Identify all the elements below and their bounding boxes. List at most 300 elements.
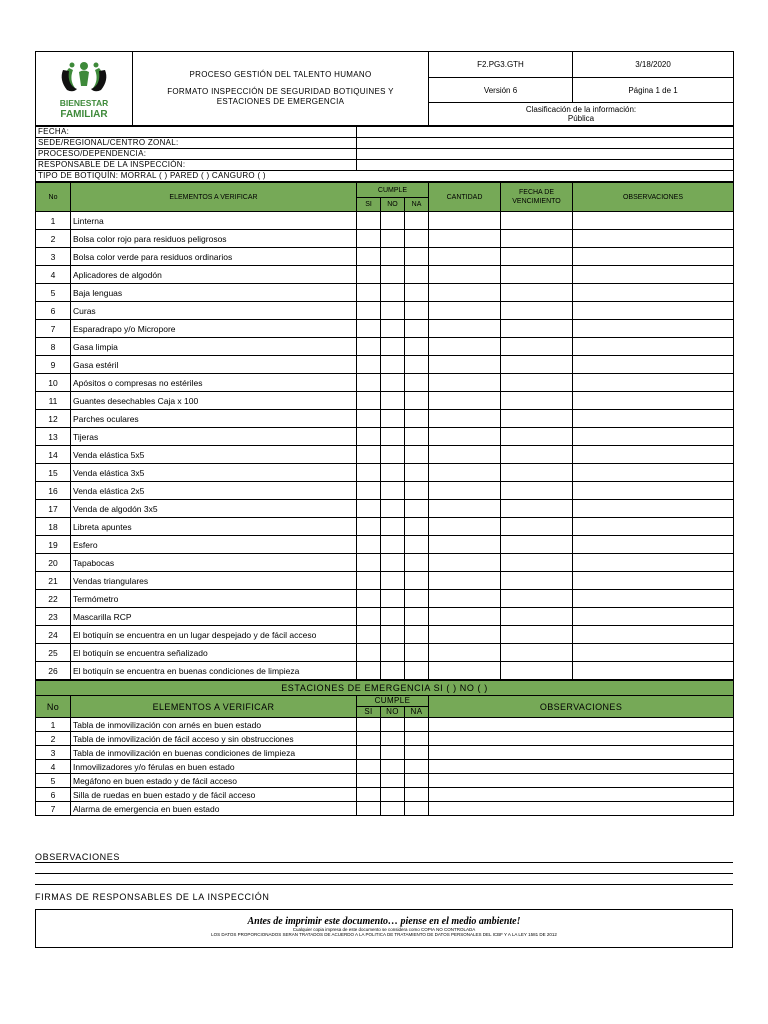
row-number: 1 xyxy=(36,718,71,732)
cantidad-cell[interactable] xyxy=(429,590,501,608)
cantidad-cell[interactable] xyxy=(429,662,501,680)
row-element: Tabla de inmovilización con arnés en buen estado xyxy=(71,718,357,732)
na-cell[interactable] xyxy=(405,266,429,284)
row-number: 9 xyxy=(36,356,71,374)
row-number: 22 xyxy=(36,590,71,608)
row-element: Esparadrapo y/o Micropore xyxy=(71,320,357,338)
cantidad-cell[interactable] xyxy=(429,230,501,248)
na-cell[interactable] xyxy=(405,320,429,338)
na-cell[interactable] xyxy=(405,392,429,410)
fecha-cell[interactable] xyxy=(501,500,573,518)
row-element: Termómetro xyxy=(71,590,357,608)
cantidad-cell[interactable] xyxy=(429,626,501,644)
form-date: 3/18/2020 xyxy=(573,52,734,78)
na-cell[interactable] xyxy=(405,554,429,572)
si-cell[interactable] xyxy=(357,374,381,392)
si-cell[interactable] xyxy=(357,392,381,410)
col-observaciones: OBSERVACIONES xyxy=(573,183,734,212)
info-fields xyxy=(35,126,734,182)
classification xyxy=(429,103,734,126)
col-fecha-line2: VENCIMIENTO xyxy=(512,198,561,205)
observaciones-cell[interactable] xyxy=(573,212,734,230)
cantidad-cell[interactable] xyxy=(429,356,501,374)
observaciones-cell[interactable] xyxy=(573,446,734,464)
observaciones-cell[interactable] xyxy=(429,760,734,774)
observaciones-cell[interactable] xyxy=(573,464,734,482)
table-row xyxy=(36,338,734,356)
cantidad-cell[interactable] xyxy=(429,302,501,320)
observaciones-cell[interactable] xyxy=(573,626,734,644)
row-number: 5 xyxy=(36,284,71,302)
no-cell[interactable] xyxy=(381,554,405,572)
na-cell[interactable] xyxy=(405,518,429,536)
col-fecha-vencimiento xyxy=(501,183,573,212)
table-row xyxy=(36,518,734,536)
na-cell[interactable] xyxy=(405,374,429,392)
no-cell[interactable] xyxy=(381,446,405,464)
no-cell[interactable] xyxy=(381,374,405,392)
row-element: El botiquín se encuentra en un lugar despejado y de fácil acceso xyxy=(71,626,357,644)
na-cell[interactable] xyxy=(405,284,429,302)
observaciones-cell[interactable] xyxy=(573,392,734,410)
fecha-cell[interactable] xyxy=(501,266,573,284)
na-cell[interactable] xyxy=(405,572,429,590)
no-cell[interactable] xyxy=(381,662,405,680)
si-cell[interactable] xyxy=(357,608,381,626)
no-cell[interactable] xyxy=(381,760,405,774)
cantidad-cell[interactable] xyxy=(429,266,501,284)
t2-col-observaciones: OBSERVACIONES xyxy=(429,696,734,718)
observaciones-cell[interactable] xyxy=(573,248,734,266)
row-element: Tabla de inmovilización de fácil acceso y sin obstrucciones xyxy=(71,732,357,746)
row-element: El botiquín se encuentra señalizado xyxy=(71,644,357,662)
sede-field[interactable] xyxy=(357,138,734,149)
logo xyxy=(36,52,133,126)
table-row xyxy=(36,536,734,554)
si-cell[interactable] xyxy=(357,266,381,284)
table-row xyxy=(36,428,734,446)
col-fecha-line1: FECHA DE xyxy=(519,189,555,196)
row-number: 1 xyxy=(36,212,71,230)
si-cell[interactable] xyxy=(357,554,381,572)
no-cell[interactable] xyxy=(381,536,405,554)
table-row xyxy=(36,356,734,374)
botiquin-table xyxy=(35,182,734,680)
fecha-cell[interactable] xyxy=(501,536,573,554)
observaciones-cell[interactable] xyxy=(429,788,734,802)
table-row xyxy=(36,482,734,500)
na-cell[interactable] xyxy=(405,760,429,774)
estaciones-band: ESTACIONES DE EMERGENCIA SI ( ) NO ( ) xyxy=(36,681,734,696)
fecha-cell[interactable] xyxy=(501,662,573,680)
responsable-field[interactable] xyxy=(357,160,734,171)
table-row xyxy=(36,284,734,302)
observaciones-cell[interactable] xyxy=(573,266,734,284)
fecha-cell[interactable] xyxy=(501,608,573,626)
table-row xyxy=(36,644,734,662)
no-cell[interactable] xyxy=(381,356,405,374)
row-number: 3 xyxy=(36,248,71,266)
si-cell[interactable] xyxy=(357,718,381,732)
table-row xyxy=(36,446,734,464)
observaciones-cell[interactable] xyxy=(573,482,734,500)
na-cell[interactable] xyxy=(405,718,429,732)
observaciones-cell[interactable] xyxy=(573,410,734,428)
no-cell[interactable] xyxy=(381,248,405,266)
cantidad-cell[interactable] xyxy=(429,572,501,590)
na-cell[interactable] xyxy=(405,446,429,464)
row-element: Esfero xyxy=(71,536,357,554)
row-element: Parches oculares xyxy=(71,410,357,428)
table-row xyxy=(36,608,734,626)
na-cell[interactable] xyxy=(405,464,429,482)
t2-col-cumple: CUMPLE xyxy=(357,696,429,707)
table-row xyxy=(36,662,734,680)
obs-line-1[interactable] xyxy=(35,862,733,863)
table-row xyxy=(36,554,734,572)
table-row xyxy=(36,374,734,392)
no-cell[interactable] xyxy=(381,774,405,788)
fecha-cell[interactable] xyxy=(501,554,573,572)
fecha-cell[interactable] xyxy=(501,572,573,590)
na-cell[interactable] xyxy=(405,608,429,626)
row-number: 19 xyxy=(36,536,71,554)
table-row xyxy=(36,718,734,732)
na-cell[interactable] xyxy=(405,500,429,518)
row-number: 11 xyxy=(36,392,71,410)
table-row xyxy=(36,248,734,266)
row-element: Venda de algodón 3x5 xyxy=(71,500,357,518)
no-cell[interactable] xyxy=(381,788,405,802)
na-cell[interactable] xyxy=(405,536,429,554)
fecha-cell[interactable] xyxy=(501,626,573,644)
proceso-field[interactable] xyxy=(357,149,734,160)
row-element: Aplicadores de algodón xyxy=(71,266,357,284)
si-cell[interactable] xyxy=(357,536,381,554)
no-cell[interactable] xyxy=(381,746,405,760)
table-row xyxy=(36,500,734,518)
na-cell[interactable] xyxy=(405,248,429,266)
table-row xyxy=(36,590,734,608)
cantidad-cell[interactable] xyxy=(429,212,501,230)
no-cell[interactable] xyxy=(381,392,405,410)
fecha-label: FECHA: xyxy=(36,127,357,138)
estaciones-table xyxy=(35,680,734,816)
na-cell[interactable] xyxy=(405,338,429,356)
cantidad-cell[interactable] xyxy=(429,554,501,572)
row-number: 17 xyxy=(36,500,71,518)
si-cell[interactable] xyxy=(357,746,381,760)
na-cell[interactable] xyxy=(405,356,429,374)
logo-text-bienestar: BIENESTAR xyxy=(59,97,109,108)
fecha-cell[interactable] xyxy=(501,320,573,338)
si-cell[interactable] xyxy=(357,248,381,266)
na-cell[interactable] xyxy=(405,482,429,500)
fecha-cell[interactable] xyxy=(501,248,573,266)
fecha-cell[interactable] xyxy=(501,284,573,302)
obs-line-3[interactable] xyxy=(35,884,733,885)
cantidad-cell[interactable] xyxy=(429,338,501,356)
observaciones-cell[interactable] xyxy=(573,338,734,356)
row-element: Libreta apuntes xyxy=(71,518,357,536)
row-number: 5 xyxy=(36,774,71,788)
cantidad-cell[interactable] xyxy=(429,500,501,518)
na-cell[interactable] xyxy=(405,732,429,746)
row-number: 23 xyxy=(36,608,71,626)
tipo-botiquin: TIPO DE BOTIQUÍN: MORRAL ( ) PARED ( ) CANGURO ( ) xyxy=(36,171,734,182)
na-cell[interactable] xyxy=(405,590,429,608)
na-cell[interactable] xyxy=(405,212,429,230)
si-cell[interactable] xyxy=(357,518,381,536)
si-cell[interactable] xyxy=(357,626,381,644)
cantidad-cell[interactable] xyxy=(429,410,501,428)
row-element: Gasa limpia xyxy=(71,338,357,356)
table-row xyxy=(36,410,734,428)
table-row xyxy=(36,732,734,746)
na-cell[interactable] xyxy=(405,662,429,680)
fecha-cell[interactable] xyxy=(501,212,573,230)
table-row xyxy=(36,626,734,644)
si-cell[interactable] xyxy=(357,572,381,590)
obs-line-2[interactable] xyxy=(35,873,733,874)
no-cell[interactable] xyxy=(381,572,405,590)
na-cell[interactable] xyxy=(405,802,429,816)
row-number: 24 xyxy=(36,626,71,644)
observaciones-cell[interactable] xyxy=(573,320,734,338)
si-cell[interactable] xyxy=(357,590,381,608)
no-cell[interactable] xyxy=(381,500,405,518)
table-row xyxy=(36,774,734,788)
fecha-cell[interactable] xyxy=(501,446,573,464)
row-number: 18 xyxy=(36,518,71,536)
row-number: 16 xyxy=(36,482,71,500)
no-cell[interactable] xyxy=(381,718,405,732)
si-cell[interactable] xyxy=(357,644,381,662)
table-row xyxy=(36,788,734,802)
observaciones-cell[interactable] xyxy=(573,662,734,680)
row-element: El botiquín se encuentra en buenas condiciones de limpieza xyxy=(71,662,357,680)
no-cell[interactable] xyxy=(381,626,405,644)
fecha-cell[interactable] xyxy=(501,230,573,248)
si-cell[interactable] xyxy=(357,230,381,248)
row-element: Venda elástica 5x5 xyxy=(71,446,357,464)
fecha-cell[interactable] xyxy=(501,428,573,446)
row-element: Curas xyxy=(71,302,357,320)
si-cell[interactable] xyxy=(357,284,381,302)
si-cell[interactable] xyxy=(357,446,381,464)
col-na: NA xyxy=(405,198,429,212)
observaciones-cell[interactable] xyxy=(573,284,734,302)
no-cell[interactable] xyxy=(381,212,405,230)
row-element: Bolsa color rojo para residuos peligrosos xyxy=(71,230,357,248)
inspection-form xyxy=(35,51,733,816)
table-row xyxy=(36,320,734,338)
si-cell[interactable] xyxy=(357,320,381,338)
observaciones-cell[interactable] xyxy=(573,374,734,392)
row-number: 4 xyxy=(36,266,71,284)
observaciones-cell[interactable] xyxy=(573,428,734,446)
na-cell[interactable] xyxy=(405,644,429,662)
observaciones-cell[interactable] xyxy=(429,732,734,746)
si-cell[interactable] xyxy=(357,410,381,428)
si-cell[interactable] xyxy=(357,212,381,230)
fecha-cell[interactable] xyxy=(501,356,573,374)
row-element: Alarma de emergencia en buen estado xyxy=(71,802,357,816)
observaciones-cell[interactable] xyxy=(429,774,734,788)
t2-col-no: No xyxy=(36,696,71,718)
cantidad-cell[interactable] xyxy=(429,464,501,482)
si-cell[interactable] xyxy=(357,482,381,500)
no-cell[interactable] xyxy=(381,518,405,536)
row-element: Inmovilizadores y/o férulas en buen estado xyxy=(71,760,357,774)
cantidad-cell[interactable] xyxy=(429,446,501,464)
form-version: Versión 6 xyxy=(429,78,573,103)
row-number: 26 xyxy=(36,662,71,680)
cantidad-cell[interactable] xyxy=(429,536,501,554)
observaciones-cell[interactable] xyxy=(573,644,734,662)
observaciones-cell[interactable] xyxy=(429,802,734,816)
row-number: 3 xyxy=(36,746,71,760)
na-cell[interactable] xyxy=(405,428,429,446)
observaciones-cell[interactable] xyxy=(573,500,734,518)
no-cell[interactable] xyxy=(381,464,405,482)
proceso-label: PROCESO/DEPENDENCIA: xyxy=(36,149,357,160)
observaciones-cell[interactable] xyxy=(573,356,734,374)
no-cell[interactable] xyxy=(381,590,405,608)
no-cell[interactable] xyxy=(381,284,405,302)
table-row xyxy=(36,760,734,774)
observaciones-cell[interactable] xyxy=(573,572,734,590)
observaciones-cell[interactable] xyxy=(429,718,734,732)
si-cell[interactable] xyxy=(357,302,381,320)
form-code: F2.PG3.GTH xyxy=(429,52,573,78)
na-cell[interactable] xyxy=(405,774,429,788)
firmas-label: FIRMAS DE RESPONSABLES DE LA INSPECCIÓN xyxy=(35,892,270,902)
row-number: 25 xyxy=(36,644,71,662)
cantidad-cell[interactable] xyxy=(429,608,501,626)
row-number: 7 xyxy=(36,802,71,816)
cantidad-cell[interactable] xyxy=(429,518,501,536)
fecha-cell[interactable] xyxy=(501,482,573,500)
no-cell[interactable] xyxy=(381,732,405,746)
fecha-cell[interactable] xyxy=(501,302,573,320)
observaciones-cell[interactable] xyxy=(573,302,734,320)
observaciones-cell[interactable] xyxy=(573,518,734,536)
no-cell[interactable] xyxy=(381,266,405,284)
row-element: Guantes desechables Caja x 100 xyxy=(71,392,357,410)
table-row xyxy=(36,802,734,816)
classification-label: Clasificación de la información: xyxy=(525,105,637,114)
table-row xyxy=(36,746,734,760)
fecha-cell[interactable] xyxy=(501,644,573,662)
si-cell[interactable] xyxy=(357,774,381,788)
row-number: 6 xyxy=(36,788,71,802)
si-cell[interactable] xyxy=(357,760,381,774)
footer-line1: Cualquier copia impresa de este documento se considera como COPIA NO CONTROLADA xyxy=(292,927,476,932)
fecha-cell[interactable] xyxy=(501,374,573,392)
no-cell[interactable] xyxy=(381,230,405,248)
logo-text-familiar: FAMILIAR xyxy=(60,108,108,120)
t2-col-na: NA xyxy=(405,707,429,718)
na-cell[interactable] xyxy=(405,626,429,644)
cantidad-cell[interactable] xyxy=(429,248,501,266)
na-cell[interactable] xyxy=(405,230,429,248)
observaciones-cell[interactable] xyxy=(573,230,734,248)
cantidad-cell[interactable] xyxy=(429,320,501,338)
si-cell[interactable] xyxy=(357,500,381,518)
row-number: 6 xyxy=(36,302,71,320)
no-cell[interactable] xyxy=(381,410,405,428)
table-row xyxy=(36,230,734,248)
fecha-cell[interactable] xyxy=(501,338,573,356)
no-cell[interactable] xyxy=(381,608,405,626)
no-cell[interactable] xyxy=(381,320,405,338)
no-cell[interactable] xyxy=(381,482,405,500)
fecha-cell[interactable] xyxy=(501,590,573,608)
row-number: 8 xyxy=(36,338,71,356)
na-cell[interactable] xyxy=(405,410,429,428)
si-cell[interactable] xyxy=(357,464,381,482)
si-cell[interactable] xyxy=(357,428,381,446)
process-name: PROCESO GESTIÓN DEL TALENTO HUMANO xyxy=(189,70,372,79)
no-cell[interactable] xyxy=(381,338,405,356)
row-number: 20 xyxy=(36,554,71,572)
observaciones-cell[interactable] xyxy=(573,608,734,626)
observaciones-cell[interactable] xyxy=(573,554,734,572)
no-cell[interactable] xyxy=(381,302,405,320)
si-cell[interactable] xyxy=(357,356,381,374)
fecha-cell[interactable] xyxy=(501,410,573,428)
observaciones-cell[interactable] xyxy=(573,536,734,554)
cantidad-cell[interactable] xyxy=(429,374,501,392)
si-cell[interactable] xyxy=(357,802,381,816)
row-element: Gasa estéril xyxy=(71,356,357,374)
row-element: Bolsa color verde para residuos ordinarios xyxy=(71,248,357,266)
fecha-cell[interactable] xyxy=(501,518,573,536)
na-cell[interactable] xyxy=(405,746,429,760)
na-cell[interactable] xyxy=(405,302,429,320)
cantidad-cell[interactable] xyxy=(429,482,501,500)
responsable-label: RESPONSABLE DE LA INSPECCIÓN: xyxy=(36,160,357,171)
row-number: 4 xyxy=(36,760,71,774)
cantidad-cell[interactable] xyxy=(429,392,501,410)
si-cell[interactable] xyxy=(357,788,381,802)
observaciones-cell[interactable] xyxy=(429,746,734,760)
row-number: 21 xyxy=(36,572,71,590)
row-number: 2 xyxy=(36,732,71,746)
row-number: 12 xyxy=(36,410,71,428)
si-cell[interactable] xyxy=(357,732,381,746)
na-cell[interactable] xyxy=(405,788,429,802)
no-cell[interactable] xyxy=(381,802,405,816)
observaciones-cell[interactable] xyxy=(573,590,734,608)
footer-box xyxy=(35,909,733,948)
no-cell[interactable] xyxy=(381,428,405,446)
no-cell[interactable] xyxy=(381,644,405,662)
si-cell[interactable] xyxy=(357,338,381,356)
fecha-cell[interactable] xyxy=(501,392,573,410)
cantidad-cell[interactable] xyxy=(429,428,501,446)
col-elements: ELEMENTOS A VERIFICAR xyxy=(71,183,357,212)
observaciones-label: OBSERVACIONES xyxy=(35,852,120,862)
cantidad-cell[interactable] xyxy=(429,284,501,302)
row-element: Mascarilla RCP xyxy=(71,608,357,626)
fecha-field[interactable] xyxy=(357,127,734,138)
cantidad-cell[interactable] xyxy=(429,644,501,662)
col-cumple: CUMPLE xyxy=(357,183,429,198)
fecha-cell[interactable] xyxy=(501,464,573,482)
si-cell[interactable] xyxy=(357,662,381,680)
